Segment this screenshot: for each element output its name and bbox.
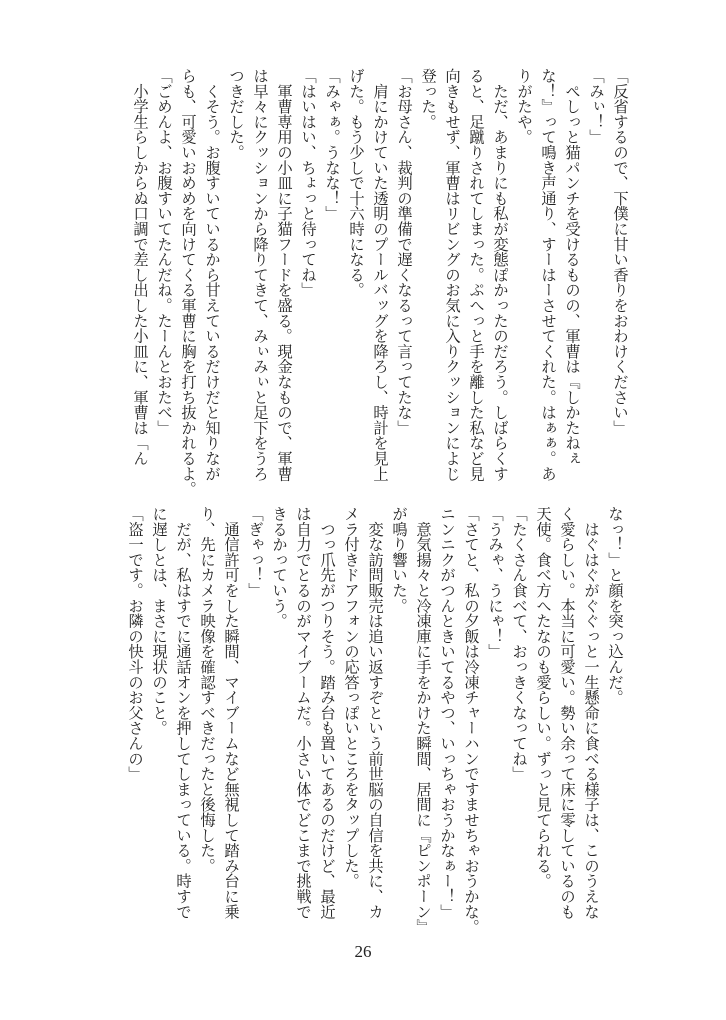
text-column: だが、私はすでに通話オンを押してしまっている。時すで <box>174 506 192 920</box>
text-column: ニンニクがつんときいてるやつ、いっちゃおうかなぁー！」 <box>438 506 456 920</box>
text-column: メラ付きドアフォンの応答っぽいところをタップした。 <box>342 506 360 889</box>
text-column: 変な訪問販売は追い返すぞという前世脳の自信を共に、カ <box>366 506 384 920</box>
text-column: 意気揚々と冷凍庫に手をかけた瞬間、居間に『ピンポーン』 <box>414 506 432 935</box>
text-column: 「たくさん食べて、おっきくなってね」 <box>510 506 528 782</box>
text-column: に遅しとは、まさに現状のこと。 <box>150 506 168 736</box>
text-column: 小学生らしからぬ口調で差し出した小皿に、軍曹は「ん <box>131 68 149 466</box>
text-column: は自力でとるのがマイブームだ。小さい体でどこまで挑戦で <box>294 506 312 920</box>
text-column: 「うみゃ、うにゃ！」 <box>486 506 504 659</box>
text-column: 向きもせず、軍曹はリビングのお気に入りクッションによじ <box>443 68 461 482</box>
text-column: くそう。お腹すいているから甘えているだけだと知りなが <box>203 68 221 482</box>
text-column: つっ爪先がつりそう。踏み台も置いてあるのだけど、最近 <box>318 506 336 920</box>
page-number: 26 <box>354 942 372 961</box>
text-column: は早々にクッションから降りてきて、みぃみぃと足下をうろ <box>251 68 269 482</box>
text-column: らも、可愛いおめめを向けてくる軍曹に胸を打ち抜かれるよ。 <box>179 68 197 497</box>
text-column: 登った。 <box>419 68 437 130</box>
text-column: 「みゃぁ。うなな！」 <box>323 68 341 221</box>
text-column: 通信許可をした瞬間、マイブームなど無視して踏み台に乗 <box>222 506 240 920</box>
text-column: ただ、あまりにも私が変態ぽかったのだろう。しばらくす <box>491 68 509 482</box>
text-column: きるかっていう。 <box>270 506 288 629</box>
text-column: ると、足蹴りされてしまった。ぷへっと手を離した私など見 <box>467 68 485 482</box>
text-column: はぐはぐがぐぐっと一生懸命に食べる様子は、このうえな <box>582 506 600 920</box>
text-column: 「ぎゃっ！」 <box>246 506 264 598</box>
text-column: つきだした。 <box>227 68 245 160</box>
text-column: りがたや。 <box>515 68 533 145</box>
text-column: ぺしっと猫パンチを受けるものの、軍曹は『しかたねぇ <box>563 68 581 466</box>
text-column: 肩にかけていた透明のプールバッグを降ろし、時計を見上 <box>371 68 389 482</box>
text-column: 「ごめんよ、お腹すいてたんだね。たーんとおたべ」 <box>155 68 173 436</box>
text-column: 「はいはい、ちょっと待ってね」 <box>299 68 317 298</box>
text-column: り、先にカメラ映像を確認すべきだったと後悔した。 <box>198 506 216 874</box>
text-column: なっ！」と顔を突っ込んだ。 <box>606 506 624 705</box>
text-column: げた。もう少しで十六時になる。 <box>347 68 365 298</box>
text-column: 「みぃ！」 <box>587 68 605 145</box>
text-column: 「盗一です。お隣の快斗のお父さんの」 <box>126 506 144 782</box>
text-column: 「反省するので、下僕に甘い香りをおわけください」 <box>611 68 629 436</box>
text-column: 「お母さん、裁判の準備で遅くなるって言ってたな」 <box>395 68 413 436</box>
upper-text-block <box>128 68 632 500</box>
lower-text-block <box>123 506 627 936</box>
text-column: 軍曹専用の小皿に子猫フードを盛る。現金なもので、軍曹 <box>275 68 293 482</box>
text-column: な！』って鳴き声通り、すーはーさせてくれた。はぁぁ。あ <box>539 68 557 482</box>
text-column: く愛らしい。本当に可愛い。勢い余って床に零しているのも <box>558 506 576 920</box>
text-column: が鳴り響いた。 <box>390 506 408 614</box>
text-column: 「さてと、私の夕飯は冷凍チャーハンですませちゃおうかな。 <box>462 506 480 935</box>
text-column: 天使。食べ方へたなのも愛らしい。ずっと見てられる。 <box>534 506 552 889</box>
